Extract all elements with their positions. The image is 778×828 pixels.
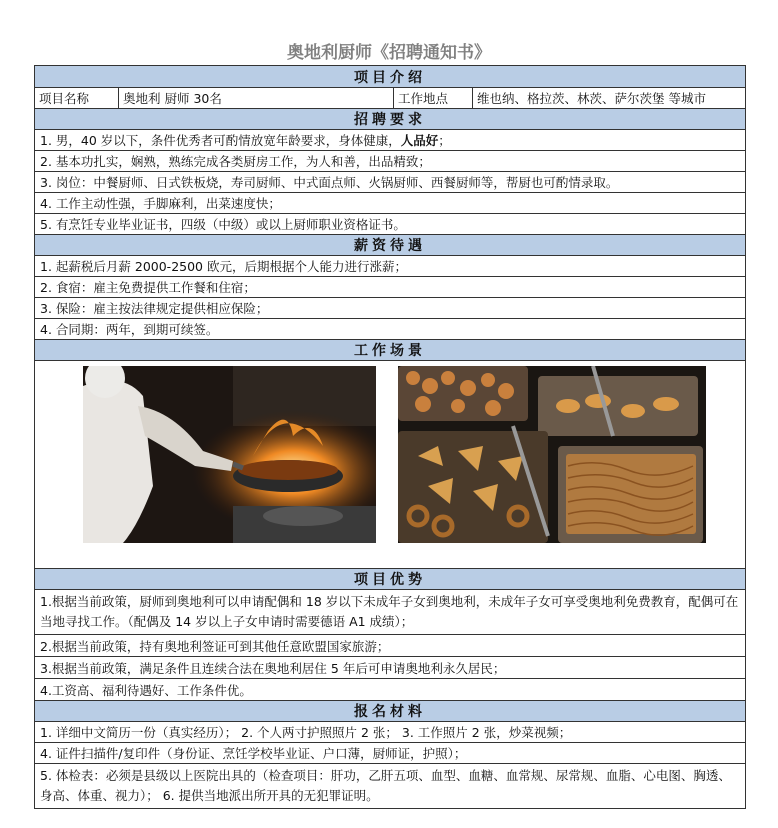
requirement-item bbox=[35, 130, 745, 151]
requirement-item: 3. 岗位：中餐厨师、日式铁板烧，寿司厨师、中式面点师、火锅厨师、西餐厨师等，帮厨也可酌情录取。 bbox=[35, 172, 745, 193]
chef-cooking-photo bbox=[83, 366, 376, 543]
salary-item: 4. 合同期：两年，到期可续签。 bbox=[35, 319, 745, 340]
section-header-project-intro: 项目介绍 bbox=[35, 66, 745, 88]
section-header-advantages: 项目优势 bbox=[35, 569, 745, 590]
requirement-item-emphasis: 人品好 bbox=[400, 133, 439, 148]
section-header-materials: 报名材料 bbox=[35, 701, 745, 722]
project-name-value: 奥地利 厨师 30名 bbox=[119, 88, 394, 108]
buffet-food-photo bbox=[398, 366, 706, 543]
section-header-salary: 薪资待遇 bbox=[35, 235, 745, 256]
project-name-label: 项目名称 bbox=[35, 88, 119, 108]
requirement-item: 2. 基本功扎实，娴熟，熟练完成各类厨房工作，为人和善，出品精致； bbox=[35, 151, 745, 172]
material-item: 4. 证件扫描件/复印件（身份证、烹饪学校毕业证、户口薄，厨师证，护照）； bbox=[35, 743, 745, 764]
section-header-work-scene: 工作场景 bbox=[35, 340, 745, 361]
work-scene-photos bbox=[35, 361, 745, 569]
page-title: 奥地利厨师《招聘通知书》 bbox=[287, 43, 491, 63]
section-header-requirements: 招聘要求 bbox=[35, 109, 745, 130]
requirement-item-end: ； bbox=[438, 133, 451, 148]
material-item: 5. 体检表：必须是县级以上医院出具的（检查项目：肝功，乙肝五项、血型、血糖、血常规、尿常规、血脂、心电图、胸透、身高、体重、视力）； 6. 提供当地派出所开具的无犯罪证明。 bbox=[35, 764, 745, 809]
salary-item: 2. 食宿：雇主免费提供工作餐和住宿； bbox=[35, 277, 745, 298]
advantage-item: 4.工资高、福利待遇好、工作条件优。 bbox=[35, 679, 745, 701]
advantage-item: 2.根据当前政策，持有奥地利签证可到其他任意欧盟国家旅游； bbox=[35, 635, 745, 657]
work-location-label: 工作地点 bbox=[394, 88, 473, 108]
salary-item: 3. 保险：雇主按法律规定提供相应保险； bbox=[35, 298, 745, 319]
recruitment-table bbox=[34, 65, 746, 809]
advantage-item: 3.根据当前政策，满足条件且连续合法在奥地利居住 5 年后可申请奥地利永久居民； bbox=[35, 657, 745, 679]
requirement-item-text: 1. 男，40 岁以下，条件优秀者可酌情放宽年龄要求，身体健康， bbox=[40, 133, 401, 148]
requirement-item: 4. 工作主动性强，手脚麻利，出菜速度快； bbox=[35, 193, 745, 214]
material-item: 1. 详细中文简历一份（真实经历）； 2. 个人两寸护照照片 2 张； 3. 工作照片 2 张，炒菜视频； bbox=[35, 722, 745, 743]
work-location-value: 维也纳、格拉茨、林茨、萨尔茨堡 等城市 bbox=[477, 91, 706, 106]
advantage-item: 1.根据当前政策，厨师到奥地利可以申请配偶和 18 岁以下未成年子女到奥地利，未成年子女可享受奥地利免费教育，配偶可在当地寻找工作。（配偶及 14 岁以上子女申请时需要德语 A1 成绩）； bbox=[35, 590, 745, 635]
requirement-item: 5. 有烹饪专业毕业证书，四级（中级）或以上厨师职业资格证书。 bbox=[35, 214, 745, 235]
project-info-row bbox=[35, 88, 745, 109]
salary-item: 1. 起薪税后月薪 2000-2500 欧元，后期根据个人能力进行涨薪； bbox=[35, 256, 745, 277]
